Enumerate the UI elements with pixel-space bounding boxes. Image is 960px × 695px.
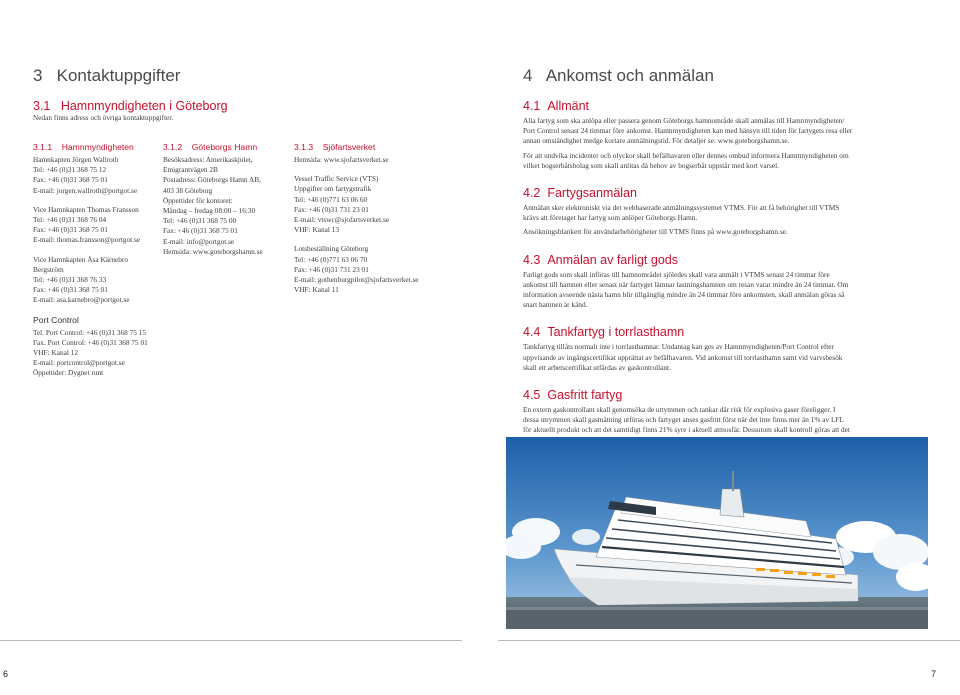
contact-line: Tel: +46 (0)771 63 06 70 (294, 254, 368, 264)
contact-line: Hemsida: www.goteborgshamn.se (163, 246, 263, 256)
para-4-1-b: För att undvika incidenter och olyckor skall befälhavaren eller dennes ombud informera Hammnyndigheten om vilket bogserbåtsbolag som skall anlitas då behov av bogserbåt uppstår med kort varsel. (523, 150, 849, 170)
contact-line: 403 38 Göteborg (163, 185, 213, 195)
contact-line: Besöksadress: Amerikaskjulet, (163, 155, 253, 164)
contact-line: Fax: +46 (0)31 368 75 01 (33, 175, 108, 185)
contact-line: Bergström (33, 264, 64, 274)
left-section-heading (33, 66, 180, 86)
heading-3-1-3: 3.1.3 Sjöfartsverket (294, 142, 376, 152)
contact-line: VHF: Kanal 12 (33, 348, 78, 358)
contact-line: Öppettider: Dygnet runt (33, 368, 104, 378)
contact-line: Hemsida: www.sjofartsverket.se (294, 155, 389, 164)
contact-line: Uppgifter om fartygstrafik (294, 184, 372, 194)
contact-list-sjofartsverket (294, 155, 434, 295)
spacer (294, 165, 434, 174)
contact-line: Tel: +46 (0)31 368 75 12 (33, 165, 107, 175)
heading-4-5: 4.5 Gasfritt fartyg (523, 388, 623, 403)
left-section-title: Kontaktuppgifter (56, 66, 181, 85)
contact-line: Fax: +46 (0)31 731 23 01 (294, 204, 369, 214)
contact-line: Emigrantvägen 2B (163, 165, 218, 175)
contact-list-goteborgs-hamn (163, 155, 288, 257)
right-section-heading (523, 66, 714, 86)
contact-line: Fax. Port Control: +46 (0)31 368 75 01 (33, 337, 148, 347)
contact-line: Fax: +46 (0)31 731 23 01 (294, 264, 369, 274)
contact-line: E-mail: info@portgot.se (163, 236, 235, 246)
para-4-5: En extern gaskontrollant skall genomsöka de uttymmen och tankar där risk för explosiva gaser föreligger. I dessa utrymmen skall gasmätning utföras och fartyget anses gasfritt först när det inte finns mer än 1% av LFL för aktuellt produkt och att det samtidigt finns 21% syre i aktuell atmosfär. Dessutom skall kontroll göras att det (523, 405, 850, 435)
heading-4-1: 4.1 Allmänt (523, 99, 590, 113)
contact-line: Hamnkapten Jörgen Wallroth (33, 155, 119, 164)
contact-line: Tel: +46 (0)771 63 06 60 (294, 194, 368, 204)
contact-line: E-mail: vtswc@sjofartsverket.se (294, 215, 390, 225)
contact-line: Vice Hamnkapten Thomas Fransson (33, 204, 139, 214)
column-sjofartsverket (294, 142, 434, 295)
heading-4-2: 4.2 Fartygsanmälan (523, 186, 637, 201)
contact-line: Fax: +46 (0)31 368 75 01 (33, 285, 108, 295)
left-section-number: 3 (33, 66, 43, 85)
contact-line: Måndag – fredag 08:00 – 16:30 (163, 206, 256, 216)
contact-list-hamnmyndigheten (33, 155, 158, 306)
para-4-4: Tankfartyg tillåts normalt inte i torrlasthamnar. Undantag kan ges av Hamnmyndigheten/Port Control efter uppvisande av ingångscertifikat upprättat av befälhavaren. Vid ankomst till torrlasthamn samt vid varvsbesök skall ett arbetscertifikat utfärdas av gaskontrollant. (523, 342, 843, 372)
cruise-ship-illustration (506, 437, 928, 629)
right-footer-rule (498, 640, 960, 641)
contact-line: Tel. Port Control: +46 (0)31 368 75 15 (33, 327, 147, 337)
contact-line: Tel: +46 (0)31 368 76 04 (33, 215, 107, 225)
heading-port-control: Port Control (33, 314, 79, 325)
spacer (294, 235, 434, 244)
right-section-title: Ankomst och anmälan (545, 66, 714, 85)
contact-line: Fax: +46 (0)31 368 75 01 (33, 225, 108, 235)
left-footer-rule (0, 640, 462, 641)
contact-line: E-mail: gothenburgpilot@sjofartsverket.se (294, 275, 419, 285)
para-4-2-a: Anmälan sker elektroniskt via det webbaserade anmälningssystemet VTMS. För att få behörighet till VTMS krävs att företaget har fartyg som anlöper Göteborgs Hamn. (523, 203, 840, 223)
contact-line: Fax: +46 (0)31 368 75 01 (163, 226, 238, 236)
page-number-left: 6 (3, 669, 9, 679)
spacer (33, 246, 158, 255)
contact-line: Tel: +46 (0)31 368 76 33 (33, 275, 107, 285)
right-column (523, 99, 853, 446)
contact-line: E-mail: jorgen.wallroth@portgot.se (33, 185, 138, 195)
column-goteborgs-hamn (163, 142, 288, 257)
para-4-2-b: Ansökningsblankett för användarbehörigheter till VTMS finns på www.goteborgshamn.se. (523, 227, 788, 237)
contact-line: Öppettider för kontoret: (163, 195, 233, 205)
para-4-3: Farligt gods som skall införas till hamnområdet sjöledes skall vara anmält i VTMS senast 24 timmar före ankomst till hamnen eller senast när fartyget lämnar lastningshamnen om resan varar mindre än 24 timmar. Om information avseende nästa hamn blir tillgänglig mindre än 24 timmar före ankomsten, skall anmälan göras så snart hamnen är känd. (523, 269, 849, 310)
cruise-ship-photo (506, 437, 928, 629)
contact-line: Postadress: Göteborgs Hamn AB, (163, 175, 261, 185)
heading-4-3: 4.3 Anmälan av farligt gods (523, 252, 678, 267)
para-4-1-a: Alla fartyg som ska anlöpa eller passera genom Göteborgs hamnområde skall anmälas till Hamnmyndigheten/ Port Control senast 24 timmar före ankomst. Hamnmyndigheten kan med hänsyn till tiden för fartygets resa eller annan omständighet medge kortare anmälningstid. För detaljer se: www.goteborgshamn.se. (523, 116, 853, 146)
contact-line: VHF: Kanal 11 (294, 285, 339, 295)
contact-line: Vice Hamnkapten Åsa Kärnebro (33, 254, 128, 264)
right-section-number: 4 (523, 66, 533, 85)
column-hamnmyndigheten (33, 142, 158, 379)
contact-line: E-mail: asa.karnebro@portgot.se (33, 295, 130, 305)
subsection-heading-3-1: 3.1 Hamnmyndigheten i Göteborg (33, 99, 228, 113)
contact-line: Vessel Traffic Service (VTS) (294, 174, 379, 184)
contact-line: VHF: Kanal 13 (294, 225, 339, 235)
heading-4-4: 4.4 Tankfartyg i torrlasthamn (523, 325, 685, 340)
heading-3-1-2: 3.1.2 Göteborgs Hamn (163, 142, 258, 152)
heading-3-1-1: 3.1.1 Hamnmyndigheten (33, 142, 134, 152)
contact-line: E-mail: portcontrol@portgot.se (33, 358, 125, 368)
contact-line: Tel: +46 (0)31 368 75 00 (163, 216, 237, 226)
contact-list-port-control (33, 328, 158, 379)
page-number-right: 7 (931, 669, 937, 679)
spacer (33, 196, 158, 205)
intro-text: Nedan finns adress och övriga kontaktuppgifter. (33, 113, 174, 122)
contact-line: E-mail: thomas.fransson@portgot.se (33, 235, 141, 245)
contact-line: Lotsbeställning Göteborg (294, 244, 369, 254)
